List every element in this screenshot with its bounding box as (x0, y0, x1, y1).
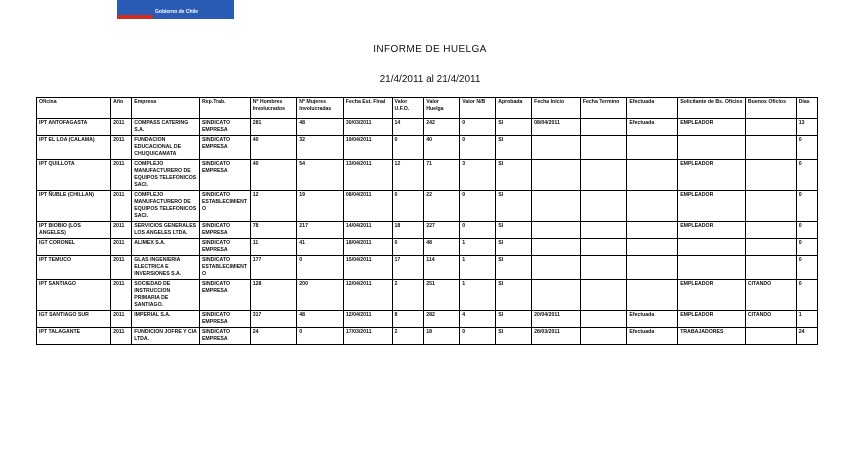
table-cell: 4 (460, 311, 496, 328)
table-cell: 32 (297, 136, 344, 160)
table-cell (532, 222, 581, 239)
table-cell: IPT SANTIAGO (37, 280, 111, 311)
table-cell: 1 (460, 256, 496, 280)
table-row (37, 222, 818, 239)
column-header: Nº Mujeres Involucradas (297, 98, 344, 119)
table-cell: 22 (424, 191, 460, 222)
table-row (37, 136, 818, 160)
logo-red-stripe (117, 15, 153, 19)
table-cell: 71 (424, 160, 460, 191)
table-cell: EMPLEADOR (678, 222, 746, 239)
table-cell (532, 136, 581, 160)
table-cell: COMPLEJO MANUFACTURERO DE EQUIPOS TELEFONICOS SACI. (132, 160, 200, 191)
table-cell: 217 (297, 222, 344, 239)
column-header: Oficina (37, 98, 111, 119)
table-cell: 08/04/2011 (532, 119, 581, 136)
table-cell (627, 136, 678, 160)
column-header: Fecha Inicio (532, 98, 581, 119)
table-cell: 12/04/2011 (343, 311, 392, 328)
table-cell: COMPASS CATERING S.A. (132, 119, 200, 136)
table-cell: 2011 (111, 256, 132, 280)
table-cell: SINDICATO EMPRESA (199, 239, 250, 256)
table-cell: 2011 (111, 119, 132, 136)
column-header: Nº Hombres Involucrados (250, 98, 297, 119)
table-cell: SI (496, 280, 532, 311)
table-cell: Efectuada (627, 119, 678, 136)
table-cell: EMPLEADOR (678, 311, 746, 328)
column-header: Buenos Oficios (745, 98, 796, 119)
column-header: Días (796, 98, 817, 119)
table-cell: 1 (796, 311, 817, 328)
table-cell: 20/04/2011 (532, 311, 581, 328)
table-row (37, 256, 818, 280)
logo-text: Gobierno de Chile (155, 9, 199, 15)
column-header: Valor Huelga (424, 98, 460, 119)
table-cell: SINDICATO ESTABLECIMIENTO (199, 191, 250, 222)
table-cell: 0 (796, 256, 817, 280)
table-cell: 0 (796, 136, 817, 160)
table-cell (580, 136, 627, 160)
table-cell (580, 160, 627, 191)
table-cell: Efectuada (627, 328, 678, 345)
table-cell: 0 (460, 119, 496, 136)
table-cell: GLAS INGENIERIA ELECTRICA E INVERSIONES S.A. (132, 256, 200, 280)
table-cell: 48 (297, 311, 344, 328)
table-cell: SINDICATO EMPRESA (199, 222, 250, 239)
table-cell: 12/04/2011 (343, 280, 392, 311)
table-cell: 30/03/2011 (343, 119, 392, 136)
table-cell: 14 (392, 119, 424, 136)
table-cell (532, 239, 581, 256)
table-cell: 0 (392, 239, 424, 256)
column-header: Valor N/B (460, 98, 496, 119)
table-cell: IGT SANTIAGO SUR (37, 311, 111, 328)
table-cell: SI (496, 119, 532, 136)
table-cell (627, 191, 678, 222)
table-cell (627, 222, 678, 239)
table-cell: 177 (250, 256, 297, 280)
table-cell: 08/04/2011 (343, 191, 392, 222)
table-cell: 19 (297, 191, 344, 222)
table-cell: IPT EL LOA (CALAMA) (37, 136, 111, 160)
table-cell: IPT BIOBIO (LOS ANGELES) (37, 222, 111, 239)
table-cell: 19/04/2011 (343, 136, 392, 160)
table-cell (678, 256, 746, 280)
column-header: Solicitante de Bs. Oficios (678, 98, 746, 119)
table-cell: 0 (460, 191, 496, 222)
table-cell: 48 (297, 119, 344, 136)
table-cell: 2 (392, 280, 424, 311)
table-cell: SI (496, 311, 532, 328)
column-header: Fecha Est. Final (343, 98, 392, 119)
table-cell (580, 311, 627, 328)
table-cell: 2011 (111, 136, 132, 160)
table-cell: 17/03/2011 (343, 328, 392, 345)
table-cell (532, 191, 581, 222)
table-cell: 251 (424, 280, 460, 311)
table-cell: EMPLEADOR (678, 280, 746, 311)
table-cell: 48 (424, 239, 460, 256)
table-cell: 15/04/2011 (343, 256, 392, 280)
table-cell: IPT TEMUCO (37, 256, 111, 280)
table-cell: 2011 (111, 191, 132, 222)
table-cell: SI (496, 328, 532, 345)
table-cell: 114 (424, 256, 460, 280)
table-cell: 78 (250, 222, 297, 239)
table-cell: SINDICATO ESTABLECIMIENTO (199, 256, 250, 280)
table-cell (627, 256, 678, 280)
table-cell: 281 (250, 119, 297, 136)
table-cell (580, 280, 627, 311)
table-cell: 0 (460, 328, 496, 345)
table-cell: 24 (250, 328, 297, 345)
table-row (37, 328, 818, 345)
table-row (37, 191, 818, 222)
table-cell (580, 119, 627, 136)
table-row (37, 311, 818, 328)
column-header: Aprobada (496, 98, 532, 119)
table-row (37, 280, 818, 311)
table-cell: FUNDICION JOFRE Y CIA LTDA. (132, 328, 200, 345)
table-row (37, 119, 818, 136)
table-cell (678, 239, 746, 256)
table-cell (745, 191, 796, 222)
table-cell (580, 222, 627, 239)
table-cell: IPT QUILLOTA (37, 160, 111, 191)
table-cell: SINDICATO EMPRESA (199, 160, 250, 191)
table-cell (580, 328, 627, 345)
table-cell (745, 328, 796, 345)
table-cell: 54 (297, 160, 344, 191)
table-cell: EMPLEADOR (678, 160, 746, 191)
table-cell (745, 239, 796, 256)
table-cell: 0 (392, 136, 424, 160)
table-cell (627, 160, 678, 191)
table-cell: 14/04/2011 (343, 222, 392, 239)
table-cell (678, 136, 746, 160)
column-header: Rep.Trab. (199, 98, 250, 119)
table-cell: SI (496, 160, 532, 191)
table-cell: IGT CORONEL (37, 239, 111, 256)
table-cell: SINDICATO EMPRESA (199, 119, 250, 136)
table-cell: 0 (460, 222, 496, 239)
table-row (37, 160, 818, 191)
table-cell: 1 (460, 239, 496, 256)
table-cell: 0 (297, 328, 344, 345)
report-title: INFORME DE HUELGA (373, 44, 487, 55)
table-cell (745, 256, 796, 280)
table-cell: 2011 (111, 280, 132, 311)
table-cell (532, 256, 581, 280)
table-cell: SI (496, 136, 532, 160)
table-cell: 317 (250, 311, 297, 328)
table-cell: SINDICATO EMPRESA (199, 136, 250, 160)
table-cell: COMPLEJO MANUFACTURERO DE EQUIPOS TELEFONICOS SACI. (132, 191, 200, 222)
table-cell: 282 (424, 311, 460, 328)
table-cell: 227 (424, 222, 460, 239)
table-cell: IPT ÑUBLE (CHILLAN) (37, 191, 111, 222)
table-cell: 0 (796, 222, 817, 239)
column-header: Año (111, 98, 132, 119)
table-cell (627, 280, 678, 311)
table-cell: 2011 (111, 160, 132, 191)
table-cell: 2011 (111, 328, 132, 345)
table-cell: 2011 (111, 311, 132, 328)
column-header: Fecha Termino (580, 98, 627, 119)
table-cell: SI (496, 222, 532, 239)
table-cell: SINDICATO EMPRESA (199, 311, 250, 328)
table-cell (627, 239, 678, 256)
table-cell: SERVICIOS GENERALES LOS ANGELES LTDA. (132, 222, 200, 239)
table-cell: 18 (424, 328, 460, 345)
table-cell: 24 (796, 328, 817, 345)
table-cell (745, 136, 796, 160)
table-cell: 2011 (111, 222, 132, 239)
table-cell: 18 (392, 222, 424, 239)
table-cell: EMPLEADOR (678, 119, 746, 136)
table-cell: 8 (392, 311, 424, 328)
table-cell (745, 222, 796, 239)
table-cell: 0 (796, 239, 817, 256)
table-cell: 40 (250, 160, 297, 191)
table-cell: 0 (796, 160, 817, 191)
table-cell (580, 239, 627, 256)
table-cell: IPT ANTOFAGASTA (37, 119, 111, 136)
table-cell: FUNDACION EDUCACIONAL DE CHUQUICAMATA (132, 136, 200, 160)
government-logo (117, 0, 234, 19)
table-cell: 17 (392, 256, 424, 280)
table-cell: 242 (424, 119, 460, 136)
table-cell: CITANDO (745, 311, 796, 328)
table-cell: 3 (460, 160, 496, 191)
table-header-row (37, 98, 818, 119)
table-cell (580, 191, 627, 222)
table-cell: 0 (392, 191, 424, 222)
table-cell (745, 119, 796, 136)
table-cell: 1 (460, 280, 496, 311)
table-cell: 18/04/2011 (343, 239, 392, 256)
table-cell: 11 (250, 239, 297, 256)
table-cell: 0 (796, 280, 817, 311)
table-cell: SINDICATO EMPRESA (199, 280, 250, 311)
table-cell: IMPERIAL S.A. (132, 311, 200, 328)
column-header: Empresa (132, 98, 200, 119)
table-cell: SINDICATO EMPRESA (199, 328, 250, 345)
table-cell: ALIMEX S.A. (132, 239, 200, 256)
table-cell: EMPLEADOR (678, 191, 746, 222)
table-cell (580, 256, 627, 280)
table-cell: SI (496, 239, 532, 256)
table-cell: SOCIEDAD DE INSTRUCCION PRIMARIA DE SANTIAGO. (132, 280, 200, 311)
table-cell: IPT TALAGANTE (37, 328, 111, 345)
table-cell: 2011 (111, 239, 132, 256)
table-cell: 40 (250, 136, 297, 160)
table-cell: 41 (297, 239, 344, 256)
table-cell: 12 (250, 191, 297, 222)
table-cell (532, 160, 581, 191)
table-cell: TRABAJADORES (678, 328, 746, 345)
table-cell: 0 (460, 136, 496, 160)
table-cell: 13/04/2011 (343, 160, 392, 191)
table-cell: SI (496, 256, 532, 280)
column-header: Efectuada (627, 98, 678, 119)
table-cell: SI (496, 191, 532, 222)
table-cell: 28/03/2011 (532, 328, 581, 345)
table-cell: 40 (424, 136, 460, 160)
table-cell (532, 280, 581, 311)
table-cell: 0 (796, 191, 817, 222)
table-cell: Efectuada (627, 311, 678, 328)
table-cell (745, 160, 796, 191)
table-cell: 13 (796, 119, 817, 136)
table-cell: 200 (297, 280, 344, 311)
table-cell: CITANDO (745, 280, 796, 311)
column-header: Valor U.F.O. (392, 98, 424, 119)
table-row (37, 239, 818, 256)
table-cell: 0 (297, 256, 344, 280)
table-cell: 128 (250, 280, 297, 311)
table-cell: 2 (392, 328, 424, 345)
report-date-range: 21/4/2011 al 21/4/2011 (379, 74, 481, 85)
strike-report-table (36, 97, 818, 345)
table-cell: 12 (392, 160, 424, 191)
